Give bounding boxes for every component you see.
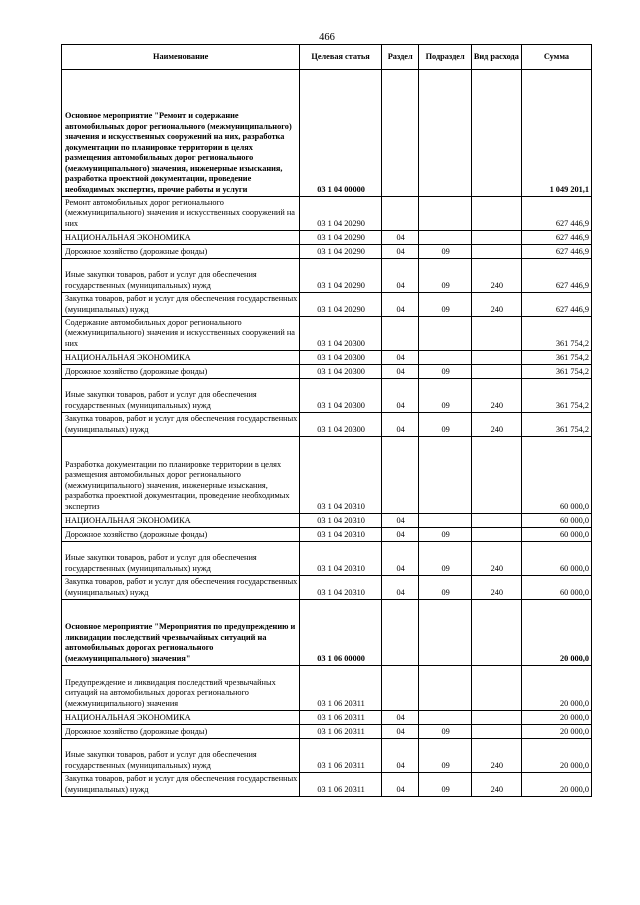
cell-section: 04 <box>381 576 419 600</box>
cell-target-article: 03 1 04 20290 <box>300 197 382 231</box>
table-row <box>62 666 592 711</box>
cell-section: 04 <box>381 773 419 797</box>
cell-target-article: 03 1 04 20310 <box>300 437 382 514</box>
cell-name: Содержание автомобильных дорог регионального (межмуниципального) значения и искусственных сооружений на них <box>62 317 300 351</box>
header-expense-type: Вид расхода <box>471 45 521 70</box>
cell-expense-type <box>471 70 521 197</box>
cell-section: 04 <box>381 293 419 317</box>
cell-subsection: 09 <box>419 379 471 413</box>
cell-sum: 20 000,0 <box>521 666 591 711</box>
cell-sum: 361 754,2 <box>521 413 591 437</box>
table-row <box>62 365 592 379</box>
cell-sum: 361 754,2 <box>521 351 591 365</box>
cell-target-article: 03 1 06 20311 <box>300 773 382 797</box>
cell-subsection: 09 <box>419 365 471 379</box>
cell-expense-type <box>471 197 521 231</box>
header-subsection: Подраздел <box>419 45 471 70</box>
cell-section <box>381 317 419 351</box>
table-header-row <box>62 45 592 70</box>
cell-target-article: 03 1 06 20311 <box>300 711 382 725</box>
cell-subsection: 09 <box>419 528 471 542</box>
cell-name: НАЦИОНАЛЬНАЯ ЭКОНОМИКА <box>62 514 300 528</box>
cell-name: Иные закупки товаров, работ и услуг для обеспечения государственных (муниципальных) нужд <box>62 542 300 576</box>
cell-expense-type <box>471 514 521 528</box>
cell-name: Ремонт автомобильных дорог регионального (межмуниципального) значения и искусственных сооружений на них <box>62 197 300 231</box>
cell-expense-type: 240 <box>471 379 521 413</box>
cell-subsection: 09 <box>419 259 471 293</box>
cell-name: Основное мероприятие "Ремонт и содержание автомобильных дорог регионального (межмуниципального) значения и искусственных сооружений на них, разработка документации по планировке территории в целях размещения автомобильных дорог регионального (межмуниципального) значения, инженерные изыскания, разработка проектной документации, проведение необходимых экспертиз, прочие работы и услуги <box>62 70 300 197</box>
table-row <box>62 379 592 413</box>
cell-section <box>381 70 419 197</box>
cell-expense-type <box>471 231 521 245</box>
cell-subsection <box>419 437 471 514</box>
cell-subsection <box>419 600 471 666</box>
cell-subsection <box>419 351 471 365</box>
cell-subsection <box>419 666 471 711</box>
cell-target-article: 03 1 06 20311 <box>300 739 382 773</box>
table-row <box>62 576 592 600</box>
cell-name: Основное мероприятие "Мероприятия по предупреждению и ликвидации последствий чрезвычайных ситуаций на автомобильных дорогах регионального (межмуниципального) значения" <box>62 600 300 666</box>
cell-expense-type: 240 <box>471 739 521 773</box>
header-target-article: Целевая статья <box>300 45 382 70</box>
cell-target-article: 03 1 04 20300 <box>300 351 382 365</box>
cell-target-article: 03 1 06 20311 <box>300 666 382 711</box>
cell-target-article: 03 1 06 00000 <box>300 600 382 666</box>
cell-target-article: 03 1 04 20300 <box>300 365 382 379</box>
cell-expense-type <box>471 245 521 259</box>
header-sum: Сумма <box>521 45 591 70</box>
cell-subsection: 09 <box>419 725 471 739</box>
cell-sum: 60 000,0 <box>521 528 591 542</box>
cell-sum: 20 000,0 <box>521 600 591 666</box>
cell-name: Закупка товаров, работ и услуг для обеспечения государственных (муниципальных) нужд <box>62 293 300 317</box>
cell-expense-type <box>471 365 521 379</box>
cell-target-article: 03 1 04 20310 <box>300 542 382 576</box>
cell-section: 04 <box>381 725 419 739</box>
cell-sum: 20 000,0 <box>521 739 591 773</box>
cell-subsection <box>419 197 471 231</box>
cell-name: Закупка товаров, работ и услуг для обеспечения государственных (муниципальных) нужд <box>62 413 300 437</box>
cell-expense-type <box>471 711 521 725</box>
cell-section <box>381 666 419 711</box>
cell-target-article: 03 1 04 20310 <box>300 514 382 528</box>
cell-sum: 60 000,0 <box>521 514 591 528</box>
cell-expense-type: 240 <box>471 773 521 797</box>
cell-sum: 60 000,0 <box>521 542 591 576</box>
cell-name: НАЦИОНАЛЬНАЯ ЭКОНОМИКА <box>62 231 300 245</box>
cell-section: 04 <box>381 231 419 245</box>
cell-name: НАЦИОНАЛЬНАЯ ЭКОНОМИКА <box>62 351 300 365</box>
cell-expense-type: 240 <box>471 413 521 437</box>
cell-target-article: 03 1 04 20300 <box>300 317 382 351</box>
cell-subsection <box>419 711 471 725</box>
table-row <box>62 542 592 576</box>
table-row <box>62 70 592 197</box>
cell-subsection: 09 <box>419 245 471 259</box>
cell-sum: 361 754,2 <box>521 365 591 379</box>
cell-subsection: 09 <box>419 739 471 773</box>
cell-sum: 627 446,9 <box>521 293 591 317</box>
cell-expense-type <box>471 528 521 542</box>
cell-section <box>381 197 419 231</box>
cell-section: 04 <box>381 245 419 259</box>
cell-target-article: 03 1 04 20300 <box>300 379 382 413</box>
cell-sum: 627 446,9 <box>521 259 591 293</box>
table-row <box>62 725 592 739</box>
table-row <box>62 351 592 365</box>
cell-section: 04 <box>381 739 419 773</box>
cell-subsection: 09 <box>419 576 471 600</box>
cell-target-article: 03 1 04 20310 <box>300 528 382 542</box>
table-row <box>62 245 592 259</box>
cell-name: Разработка документации по планировке территории в целях размещения автомобильных дорог регионального (межмуниципального) значения, инженерные изыскания, разработка проектной документации, проведение необходимых экспертиз <box>62 437 300 514</box>
cell-subsection <box>419 70 471 197</box>
cell-name: Закупка товаров, работ и услуг для обеспечения государственных (муниципальных) нужд <box>62 576 300 600</box>
cell-expense-type: 240 <box>471 259 521 293</box>
cell-name: Дорожное хозяйство (дорожные фонды) <box>62 245 300 259</box>
header-section: Раздел <box>381 45 419 70</box>
cell-section: 04 <box>381 514 419 528</box>
cell-name: Дорожное хозяйство (дорожные фонды) <box>62 365 300 379</box>
cell-sum: 20 000,0 <box>521 773 591 797</box>
cell-expense-type: 240 <box>471 542 521 576</box>
table-row <box>62 317 592 351</box>
table-row <box>62 231 592 245</box>
cell-expense-type <box>471 351 521 365</box>
cell-section: 04 <box>381 542 419 576</box>
cell-section: 04 <box>381 711 419 725</box>
budget-table <box>61 44 592 797</box>
table-row <box>62 711 592 725</box>
table-row <box>62 293 592 317</box>
cell-sum: 20 000,0 <box>521 711 591 725</box>
cell-target-article: 03 1 04 20300 <box>300 413 382 437</box>
page-number: 466 <box>319 32 335 43</box>
cell-section: 04 <box>381 365 419 379</box>
cell-section <box>381 600 419 666</box>
cell-subsection: 09 <box>419 413 471 437</box>
table-row <box>62 437 592 514</box>
cell-target-article: 03 1 04 20290 <box>300 259 382 293</box>
cell-name: Дорожное хозяйство (дорожные фонды) <box>62 725 300 739</box>
cell-sum: 1 049 201,1 <box>521 70 591 197</box>
cell-name: Иные закупки товаров, работ и услуг для обеспечения государственных (муниципальных) нужд <box>62 259 300 293</box>
cell-name: НАЦИОНАЛЬНАЯ ЭКОНОМИКА <box>62 711 300 725</box>
table-row <box>62 197 592 231</box>
cell-section: 04 <box>381 351 419 365</box>
cell-sum: 20 000,0 <box>521 725 591 739</box>
cell-subsection: 09 <box>419 293 471 317</box>
cell-section: 04 <box>381 528 419 542</box>
cell-target-article: 03 1 04 20310 <box>300 576 382 600</box>
cell-expense-type <box>471 666 521 711</box>
cell-expense-type <box>471 725 521 739</box>
table-row <box>62 514 592 528</box>
cell-section: 04 <box>381 413 419 437</box>
cell-subsection: 09 <box>419 542 471 576</box>
cell-expense-type: 240 <box>471 576 521 600</box>
table-row <box>62 600 592 666</box>
cell-section: 04 <box>381 259 419 293</box>
cell-subsection <box>419 514 471 528</box>
cell-target-article: 03 1 04 20290 <box>300 293 382 317</box>
cell-sum: 627 446,9 <box>521 245 591 259</box>
cell-name: Иные закупки товаров, работ и услуг для обеспечения государственных (муниципальных) нужд <box>62 379 300 413</box>
cell-target-article: 03 1 06 20311 <box>300 725 382 739</box>
table-row <box>62 259 592 293</box>
cell-name: Иные закупки товаров, работ и услуг для обеспечения государственных (муниципальных) нужд <box>62 739 300 773</box>
cell-target-article: 03 1 04 00000 <box>300 70 382 197</box>
cell-sum: 627 446,9 <box>521 231 591 245</box>
cell-section <box>381 437 419 514</box>
cell-sum: 361 754,2 <box>521 317 591 351</box>
cell-sum: 627 446,9 <box>521 197 591 231</box>
table-row <box>62 739 592 773</box>
cell-sum: 60 000,0 <box>521 437 591 514</box>
cell-section: 04 <box>381 379 419 413</box>
cell-sum: 60 000,0 <box>521 576 591 600</box>
cell-expense-type <box>471 317 521 351</box>
table-row <box>62 528 592 542</box>
table-row <box>62 773 592 797</box>
header-name: Наименование <box>62 45 300 70</box>
cell-subsection: 09 <box>419 773 471 797</box>
table-row <box>62 413 592 437</box>
cell-target-article: 03 1 04 20290 <box>300 245 382 259</box>
cell-name: Закупка товаров, работ и услуг для обеспечения государственных (муниципальных) нужд <box>62 773 300 797</box>
cell-name: Дорожное хозяйство (дорожные фонды) <box>62 528 300 542</box>
cell-subsection <box>419 231 471 245</box>
cell-expense-type: 240 <box>471 293 521 317</box>
cell-expense-type <box>471 437 521 514</box>
cell-sum: 361 754,2 <box>521 379 591 413</box>
cell-subsection <box>419 317 471 351</box>
cell-name: Предупреждение и ликвидация последствий чрезвычайных ситуаций на автомобильных дорогах регионального (межмуниципального) значения <box>62 666 300 711</box>
cell-expense-type <box>471 600 521 666</box>
cell-target-article: 03 1 04 20290 <box>300 231 382 245</box>
